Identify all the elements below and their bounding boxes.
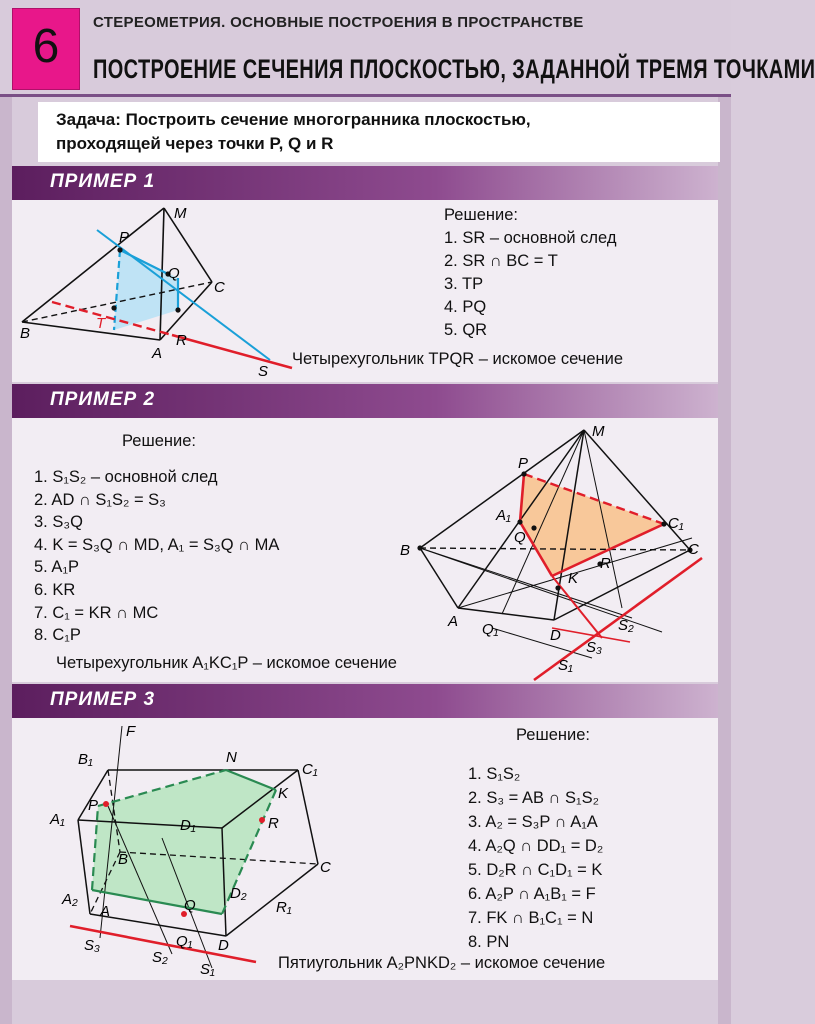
example-3-header [12,684,718,718]
example-2-solution [34,466,279,647]
step: 8. C₁P [34,626,81,645]
header-divider [0,94,731,97]
number-badge [12,8,80,90]
left-border [0,96,12,1024]
step: 8. PN [468,933,510,951]
svg-text:A₂: A₂ [62,891,78,908]
step: 7. FK ∩ B₁C₁ = N [468,909,594,927]
svg-text:A₁: A₁ [50,811,65,828]
step: 3. TP [444,275,484,293]
page-title: ПОСТРОЕНИЕ СЕЧЕНИЯ ПЛОСКОСТЬЮ, ЗАДАННОЙ ТРЕМЯ ТОЧКАМИ [93,54,815,84]
svg-text:N: N [226,749,237,766]
svg-text:S₁: S₁ [200,961,215,978]
step: 3. A₂ = S₃P ∩ A₁A [468,813,598,831]
solution-title: Решение: [444,206,518,224]
svg-text:Q: Q [184,897,196,914]
svg-text:C: C [214,279,225,296]
example-3-solution [468,762,603,954]
example-1-solution [444,204,617,342]
example-2-result: Четырехугольник A₁KC₁P – искомое сечение [56,654,397,672]
svg-text:M: M [592,423,605,440]
svg-text:S: S [258,363,269,380]
svg-text:B: B [20,325,31,342]
step: 7. C₁ = KR ∩ MC [34,603,159,622]
svg-text:B₁: B₁ [78,751,93,768]
svg-text:S₃: S₃ [586,639,602,656]
svg-text:Q₁: Q₁ [176,933,193,950]
svg-text:P: P [518,455,529,472]
svg-text:B: B [118,851,129,868]
example-3-solution-title: Решение: [516,726,590,744]
svg-text:P: P [88,797,99,814]
svg-text:D₁: D₁ [180,817,196,834]
svg-text:A: A [448,613,459,630]
number-label: 6 [32,20,60,73]
svg-text:D: D [218,937,229,954]
svg-text:D₂: D₂ [230,885,247,902]
header-subtitle: СТЕРЕОМЕТРИЯ. ОСНОВНЫЕ ПОСТРОЕНИЯ В ПРОСТРАНСТВЕ [93,14,584,31]
svg-text:A₁: A₁ [496,507,511,524]
step: 2. S₃ = AB ∩ S₁S₂ [468,789,599,807]
svg-text:R₁: R₁ [276,899,292,916]
svg-text:C₁: C₁ [302,761,318,778]
section-fill [92,770,276,914]
svg-text:K: K [278,785,289,802]
svg-text:R: R [176,332,187,349]
example-2-label: ПРИМЕР 2 [50,389,156,410]
svg-text:S₂: S₂ [618,617,634,634]
example-2-header [12,384,718,418]
step: 6. KR [34,580,76,599]
task-box [38,102,720,162]
step: 4. K = S₃Q ∩ MD, A₁ = S₃Q ∩ MA [34,535,280,554]
step: 5. QR [444,321,488,339]
step: 3. S₃Q [34,513,83,532]
example-3-diagram [12,718,718,980]
svg-text:F: F [126,723,136,740]
svg-text:R: R [600,555,611,572]
svg-text:C: C [320,859,331,876]
svg-text:M: M [174,205,187,222]
example-1-result: Четырехугольник TPQR – искомое сечение [292,350,624,368]
svg-text:C₁: C₁ [668,515,684,532]
svg-text:P: P [119,229,130,246]
example-3-panel [12,718,718,980]
step: 5. D₂R ∩ C₁D₁ = K [468,861,603,879]
svg-text:A: A [152,345,163,362]
svg-text:S₁: S₁ [558,657,573,674]
step: 2. SR ∩ BC = T [444,252,558,270]
example-1-header [12,166,718,200]
step: 1. SR – основной след [444,229,617,247]
example-2-solution-title: Решение: [122,432,196,450]
svg-text:B: B [400,542,411,559]
example-2-panel [12,418,718,682]
svg-text:S₃: S₃ [84,937,100,954]
svg-text:D: D [550,627,561,644]
task-line-2: проходящей через точки P, Q и R [56,134,334,153]
svg-text:Q: Q [168,265,180,282]
example-3-result: Пятиугольник A₂PNKD₂ – искомое сечение [278,954,606,972]
svg-text:Q: Q [514,529,526,546]
svg-text:T: T [96,315,106,332]
example-1-label: ПРИМЕР 1 [50,171,156,192]
example-1-panel [12,200,718,382]
step: 4. PQ [444,298,487,316]
svg-text:C: C [688,541,699,558]
step: 5. A₁P [34,558,80,577]
example-3-label: ПРИМЕР 3 [50,689,156,710]
step: 4. A₂Q ∩ DD₁ = D₂ [468,837,604,855]
svg-text:S₂: S₂ [152,949,168,966]
svg-text:A: A [100,903,111,920]
task-line-1: Задача: Построить сечение многогранника плоскостью, [56,110,531,129]
step: 1. S₁S₂ [468,765,521,783]
step: 2. AD ∩ S₁S₂ = S₃ [34,490,166,509]
step: 1. S₁S₂ – основной след [34,468,218,486]
svg-text:Q₁: Q₁ [482,621,499,638]
svg-text:K: K [568,570,579,587]
right-border [718,96,731,1024]
svg-text:R: R [268,815,279,832]
step: 6. A₂P ∩ A₁B₁ = F [468,885,596,903]
